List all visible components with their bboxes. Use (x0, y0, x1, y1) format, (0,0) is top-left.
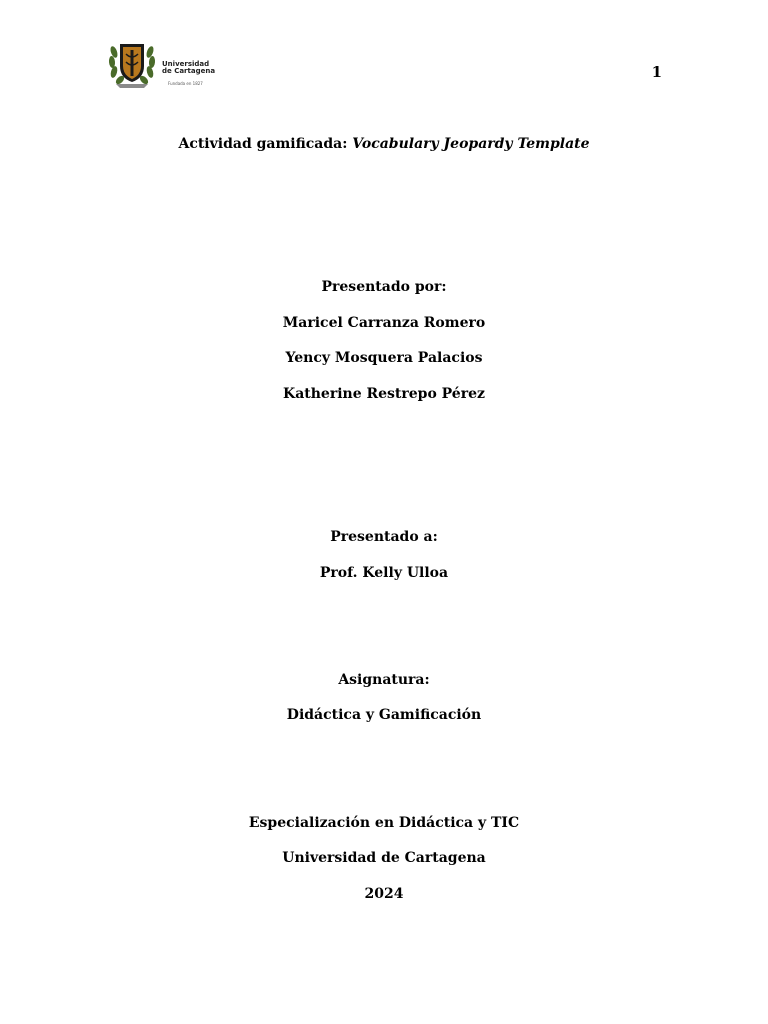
title-prefix: Actividad gamificada: (178, 136, 353, 152)
professor-name: Prof. Kelly Ulloa (319, 565, 449, 581)
logo-wordmark (162, 61, 215, 75)
author-1: Maricel Carranza Romero (282, 315, 486, 331)
subject-name: Didáctica y Gamificación (286, 707, 482, 723)
logo-founded: Fundada en 1827 (168, 81, 203, 86)
title-italic: Vocabulary Jeopardy Template (352, 136, 590, 152)
page-number: 1 (651, 63, 662, 81)
presented-by-label: Presentado por: (321, 279, 447, 295)
logo-name-line2: de Cartagena (162, 67, 216, 75)
document-title (0, 135, 768, 153)
year: 2024 (364, 886, 404, 902)
program-name: Especialización en Didáctica y TIC (248, 815, 520, 831)
university-logo (106, 38, 226, 90)
university-name: Universidad de Cartagena (282, 850, 486, 866)
presented-to-label: Presentado a: (330, 529, 438, 545)
author-3: Katherine Restrepo Pérez (283, 386, 485, 402)
logo-name-line1: Universidad (162, 60, 210, 68)
subject-label: Asignatura: (338, 672, 430, 688)
author-2: Yency Mosquera Palacios (285, 350, 483, 366)
crest-icon (106, 38, 158, 90)
